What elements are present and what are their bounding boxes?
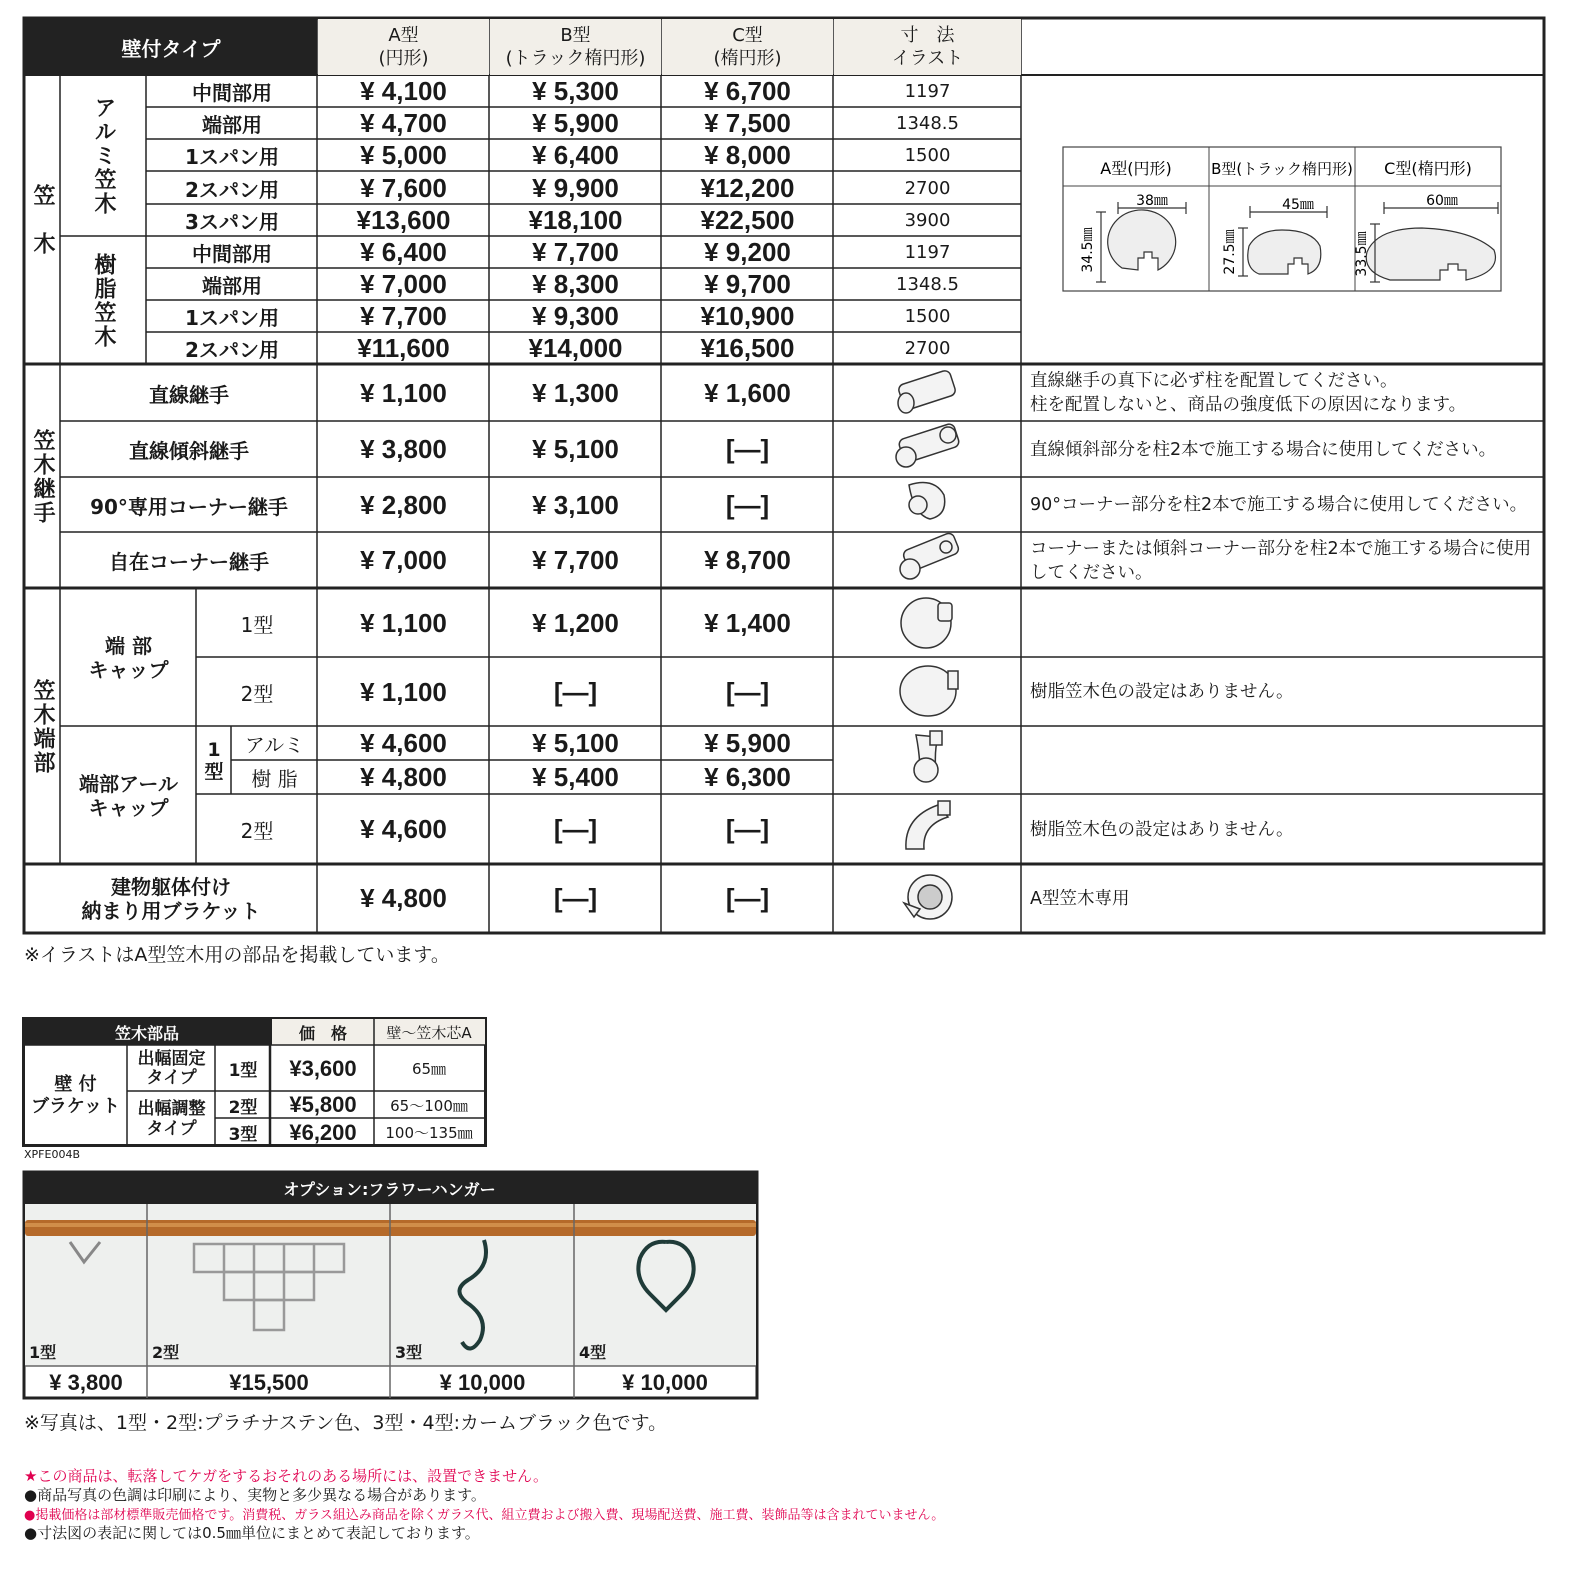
option-title: オプション:フラワーハンガー bbox=[283, 1179, 496, 1199]
kasagi-row-label: 1スパン用 bbox=[185, 145, 279, 169]
kasagi-dimension: 1197 bbox=[904, 81, 951, 102]
kasagi-row-label: 端部用 bbox=[202, 113, 262, 137]
end-cap-type: 1型 bbox=[240, 612, 274, 637]
kasagi-price-a: ¥ 4,700 bbox=[360, 108, 447, 138]
option-price: ¥ 3,800 bbox=[49, 1370, 123, 1395]
kasagi-row-label: 1スパン用 bbox=[185, 306, 279, 330]
group-joint bbox=[25, 365, 60, 588]
footer-warning: ★この商品は、転落してケガをするおそれのある場所には、設置できません。 bbox=[24, 1467, 549, 1485]
kasagi-price-c: ¥12,200 bbox=[700, 172, 795, 203]
kasagi-price-b: ¥ 6,400 bbox=[532, 140, 619, 170]
end-cap-price-b: ¥ 1,200 bbox=[532, 607, 619, 638]
kasagi-price-a: ¥ 7,700 bbox=[360, 301, 447, 331]
joint-note: 直線傾斜部分を柱2本で施工する場合に使用してください。 bbox=[1030, 439, 1497, 460]
end-r-price-c: ¥ 5,900 bbox=[704, 728, 791, 758]
kasagi-price-c: ¥16,500 bbox=[700, 333, 795, 363]
option-panel bbox=[22, 1170, 760, 1400]
illust-note: ※イラストはA型笠木用の部品を掲載しています。 bbox=[24, 944, 450, 966]
profile-b-shape bbox=[1248, 230, 1321, 274]
joint-price-a: ¥ 3,800 bbox=[360, 434, 447, 464]
joint-price-a: ¥ 2,800 bbox=[360, 489, 447, 520]
header-type bbox=[25, 19, 317, 75]
end-cap-price-a: ¥ 1,100 bbox=[360, 607, 447, 638]
joint-price-c: ¥ 8,700 bbox=[704, 545, 791, 575]
kasagi-price-c: ¥22,500 bbox=[700, 205, 795, 235]
option-type: 4型 bbox=[579, 1343, 607, 1362]
profile-diagram bbox=[1062, 146, 1502, 294]
end-cap-price-c: [—] bbox=[725, 676, 770, 707]
parts-code: XPFE004B bbox=[24, 1148, 80, 1161]
profile-c-height: 33.5㎜ bbox=[1354, 231, 1370, 277]
straight-joint-illust bbox=[897, 369, 956, 413]
kasagi-price-b: ¥ 5,300 bbox=[532, 76, 619, 106]
header-a: A型 (円形) bbox=[318, 19, 489, 75]
parts-price-header: 価 格 bbox=[298, 1023, 347, 1043]
parts-dist: 65〜100㎜ bbox=[390, 1096, 468, 1115]
kasagi-price-b: ¥ 5,900 bbox=[532, 108, 619, 138]
kasagi-row-label: 中間部用 bbox=[192, 242, 272, 266]
kasagi-price-a: ¥ 7,600 bbox=[360, 172, 447, 203]
kasagi-price-a: ¥ 5,000 bbox=[360, 140, 447, 170]
end-r-cap2-illust bbox=[906, 801, 950, 849]
parts-type: 2型 bbox=[228, 1097, 258, 1118]
end-r-type1: 1 型 bbox=[204, 738, 224, 783]
parts-dist-header: 壁〜笠木芯A bbox=[386, 1023, 472, 1042]
profile-c-title: C型(楕円形) bbox=[1384, 159, 1472, 178]
parts-price: ¥5,800 bbox=[289, 1092, 357, 1117]
end-r-price-c: [—] bbox=[725, 814, 770, 844]
kasagi-price-b: ¥18,100 bbox=[528, 205, 623, 235]
profile-b-width: 45㎜ bbox=[1282, 197, 1314, 213]
bracket-label: 建物躯体付け 納まり用ブラケット bbox=[81, 874, 261, 923]
kasagi-dimension: 1500 bbox=[904, 145, 951, 166]
kasagi-price-c: ¥10,900 bbox=[700, 301, 795, 331]
profile-c-width: 60㎜ bbox=[1426, 193, 1458, 209]
end-cap2-illust bbox=[900, 666, 958, 716]
joint-price-c: ¥ 1,600 bbox=[704, 377, 791, 408]
header-b: B型 (トラック楕円形) bbox=[490, 19, 661, 75]
bracket-illust bbox=[904, 875, 952, 919]
kasagi-row-label: 端部用 bbox=[202, 274, 262, 298]
end-cap-note bbox=[1022, 589, 1542, 657]
end-cap-type: 2型 bbox=[240, 681, 274, 706]
kasagi-price-a: ¥ 4,100 bbox=[360, 76, 447, 106]
kasagi-dimension: 2700 bbox=[904, 177, 951, 199]
kasagi-price-a: ¥ 6,400 bbox=[360, 237, 447, 267]
joint-price-a: ¥ 1,100 bbox=[360, 377, 447, 408]
footer-note-2: ●掲載価格は部材標準販売価格です。消費税、ガラス組込み商品を除くガラス代、組立費および搬入費、現場配送費、施工費、装飾品等は含まれていません。 bbox=[24, 1508, 945, 1523]
parts-fixed-type: 出幅固定 タイプ bbox=[137, 1048, 206, 1088]
sub-jushi-label: 樹脂笠木 bbox=[91, 252, 116, 349]
joint-row-label: 90°専用コーナー継手 bbox=[90, 494, 288, 519]
end-r-price-b: [—] bbox=[553, 814, 598, 844]
end-cap-price-b: [—] bbox=[553, 676, 598, 707]
joint-price-b: ¥ 3,100 bbox=[532, 489, 619, 520]
option-price: ¥ 10,000 bbox=[622, 1370, 708, 1395]
bracket-note: A型笠木専用 bbox=[1030, 888, 1130, 909]
parts-dist: 100〜135㎜ bbox=[385, 1124, 473, 1142]
group-kasagi bbox=[25, 76, 60, 364]
bracket-price-c: [—] bbox=[725, 883, 770, 913]
end-r-label: 端部アール キャップ bbox=[79, 771, 178, 820]
corner90-joint-illust bbox=[909, 483, 945, 519]
parts-dist: 65㎜ bbox=[411, 1060, 447, 1078]
joint-price-b: ¥ 7,700 bbox=[532, 545, 619, 575]
kasagi-price-a: ¥13,600 bbox=[356, 205, 451, 235]
kasagi-row-label: 中間部用 bbox=[192, 81, 272, 105]
option-photo-note: ※写真は、1型・2型:プラチナステン色、3型・4型:カームブラック色です。 bbox=[24, 1412, 668, 1434]
parts-type: 1型 bbox=[228, 1061, 258, 1081]
end-cap-price-a: ¥ 1,100 bbox=[360, 676, 447, 707]
joint-price-b: ¥ 5,100 bbox=[532, 434, 619, 464]
kasagi-row-label: 2スパン用 bbox=[185, 177, 279, 202]
end-r-price-b: ¥ 5,100 bbox=[532, 728, 619, 758]
joint-row-label: 直線傾斜継手 bbox=[129, 439, 249, 463]
end-r-note: 樹脂笠木色の設定はありません。 bbox=[1030, 819, 1294, 840]
kasagi-price-c: ¥ 7,500 bbox=[704, 108, 791, 138]
parts-group: 壁 付 ブラケット bbox=[30, 1074, 121, 1117]
kasagi-dimension: 2700 bbox=[904, 338, 951, 359]
joint-price-c: [—] bbox=[725, 489, 770, 520]
bracket-price-b: [—] bbox=[553, 883, 598, 913]
kasagi-price-c: ¥ 9,200 bbox=[704, 237, 791, 267]
profile-b-title: B型(トラック楕円形) bbox=[1211, 160, 1353, 178]
joint-row-label: 直線継手 bbox=[149, 382, 229, 407]
profile-b-height: 27.5㎜ bbox=[1222, 229, 1238, 275]
profile-a-width: 38㎜ bbox=[1136, 193, 1168, 209]
kasagi-price-a: ¥11,600 bbox=[357, 333, 450, 363]
option-price: ¥15,500 bbox=[229, 1370, 309, 1395]
kasagi-price-c: ¥ 6,700 bbox=[704, 76, 791, 106]
end-r-type: 樹 脂 bbox=[251, 767, 298, 791]
end-r-type: アルミ bbox=[244, 733, 305, 757]
end-cap1-illust bbox=[901, 598, 952, 648]
bracket-price-a: ¥ 4,800 bbox=[360, 883, 447, 913]
joint-price-b: ¥ 1,300 bbox=[532, 377, 619, 408]
joint-note: 90°コーナー部分を柱2本で施工する場合に使用してください。 bbox=[1030, 495, 1528, 515]
kasagi-price-b: ¥ 8,300 bbox=[532, 269, 619, 299]
profile-a-height: 34.5㎜ bbox=[1080, 227, 1096, 273]
group-joint-label: 笠木継手 bbox=[30, 428, 55, 525]
header-dim: 寸 法 イラスト bbox=[834, 19, 1021, 75]
end-r-price-a: ¥ 4,600 bbox=[360, 814, 447, 844]
joint-price-c: [—] bbox=[725, 434, 770, 464]
group-kasagi-label: 笠 木 bbox=[30, 184, 55, 256]
kasagi-price-a: ¥ 7,000 bbox=[360, 269, 447, 299]
kasagi-price-b: ¥14,000 bbox=[528, 333, 623, 363]
parts-title: 笠木部品 bbox=[114, 1023, 179, 1043]
kasagi-row-label: 2スパン用 bbox=[185, 338, 279, 362]
kasagi-price-b: ¥ 9,300 bbox=[532, 301, 619, 331]
part-illustrations bbox=[834, 365, 1021, 933]
header-type-label: 壁付タイプ bbox=[121, 36, 221, 61]
end-r-cap1-illust bbox=[914, 731, 942, 782]
end-r-price-a: ¥ 4,800 bbox=[360, 762, 447, 792]
kasagi-dimension: 1197 bbox=[904, 242, 951, 263]
end-cap-note: 樹脂笠木色の設定はありません。 bbox=[1030, 682, 1294, 702]
joint-note: コーナーまたは傾斜コーナー部分を柱2本で施工する場合に使用してください。 bbox=[1030, 538, 1532, 583]
kasagi-price-b: ¥ 9,900 bbox=[532, 172, 619, 203]
group-end-label: 笠木端部 bbox=[30, 678, 55, 775]
parts-price: ¥3,600 bbox=[289, 1055, 357, 1081]
joint-row-label: 自在コーナー継手 bbox=[109, 550, 269, 574]
option-price: ¥ 10,000 bbox=[439, 1370, 526, 1395]
option-type: 1型 bbox=[29, 1343, 57, 1362]
kasagi-dimension: 3900 bbox=[904, 210, 951, 231]
kasagi-price-c: ¥ 9,700 bbox=[704, 269, 791, 299]
end-r-price-a: ¥ 4,600 bbox=[360, 728, 447, 758]
option-type: 3型 bbox=[395, 1343, 423, 1362]
joint-price-a: ¥ 7,000 bbox=[360, 545, 447, 575]
header-c: C型 (楕円形) bbox=[662, 19, 833, 75]
kasagi-price-b: ¥ 7,700 bbox=[532, 237, 619, 267]
free-corner-joint-illust bbox=[900, 532, 960, 579]
kasagi-price-c: ¥ 8,000 bbox=[704, 140, 791, 170]
sub-jushi bbox=[61, 237, 146, 364]
footer-note-1: ●商品写真の色調は印刷により、実物と多少異なる場合があります。 bbox=[24, 1486, 486, 1504]
kasagi-dimension: 1500 bbox=[904, 306, 951, 327]
end-r-type: 2型 bbox=[240, 819, 274, 843]
kasagi-dimension: 1348.5 bbox=[896, 113, 959, 134]
group-end bbox=[25, 589, 60, 864]
kasagi-dimension: 1348.5 bbox=[896, 274, 959, 295]
footer-note-3: ●寸法図の表記に関しては0.5㎜単位にまとめて表記しております。 bbox=[24, 1524, 480, 1542]
parts-adjust-type: 出幅調整 タイプ bbox=[137, 1099, 206, 1139]
kasagi-row-label: 3スパン用 bbox=[185, 210, 279, 234]
end-cap-price-c: ¥ 1,400 bbox=[704, 607, 791, 638]
end-r-price-c: ¥ 6,300 bbox=[704, 762, 791, 792]
joint-note: 直線継手の真下に必ず柱を配置してください。 柱を配置しないと、商品の強度低下の原因になります。 bbox=[1030, 371, 1467, 415]
parts-price: ¥6,200 bbox=[289, 1119, 357, 1145]
sub-alumi-label: アルミ笠木 bbox=[91, 96, 116, 216]
parts-type: 3型 bbox=[228, 1125, 258, 1145]
option-type: 2型 bbox=[152, 1343, 180, 1362]
slope-joint-illust bbox=[896, 423, 960, 467]
sub-alumi bbox=[61, 76, 146, 236]
end-r-price-b: ¥ 5,400 bbox=[532, 762, 619, 792]
profile-a-title: A型(円形) bbox=[1100, 159, 1172, 178]
end-cap-label: 端 部 キャップ bbox=[88, 633, 169, 682]
